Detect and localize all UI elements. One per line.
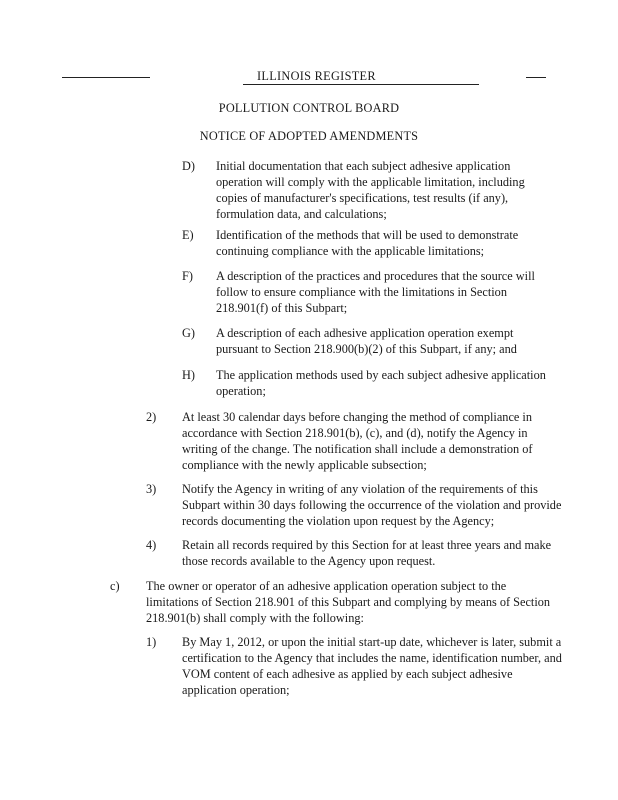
item-text: Retain all records required by this Section for at least three years and make those records available to the Agency upon request.	[182, 538, 552, 568]
item-text: At least 30 calendar days before changing the method of compliance in accordance with Section 218.901(b), (c), and (d), notify the Agency in writing of the change. The notification shall include a demonstration of compliance with the newly applicable subsection;	[182, 410, 533, 472]
item-label: D)	[182, 159, 195, 173]
list-item-d	[0, 158, 618, 228]
item-text: Initial documentation that each subject adhesive application operation will comply with the applicable limitation, including copies of manufacturer's specifications, test results (if any), formulation data, and calculations;	[216, 159, 525, 221]
header-left-rule	[62, 77, 150, 78]
item-label: 3)	[146, 482, 157, 496]
item-text: Notify the Agency in writing of any violation of the requirements of this Subpart within 30 days following the occurrence of the violation and provide records documenting the violation upon request by the Agency;	[182, 482, 562, 528]
item-label: G)	[182, 326, 195, 340]
item-label: 2)	[146, 410, 157, 424]
list-item-c	[0, 578, 618, 630]
item-text: Identification of the methods that will be used to demonstrate continuing compliance with the applicable limitations;	[216, 228, 519, 258]
item-label: 4)	[146, 538, 157, 552]
board-title: POLLUTION CONTROL BOARD	[218, 101, 400, 115]
item-text: The application methods used by each subject adhesive application operation;	[216, 368, 546, 398]
item-text: By May 1, 2012, or upon the initial start-up date, whichever is later, submit a certification to the Agency that includes the name, identification number, and VOM content of each adhesive as applied by each subject adhesive application operation;	[182, 635, 562, 697]
item-label: 1)	[146, 635, 157, 649]
list-item-3	[0, 481, 618, 533]
list-item-2	[0, 409, 618, 477]
list-item-g	[0, 325, 618, 361]
notice-title: NOTICE OF ADOPTED AMENDMENTS	[199, 129, 419, 143]
header-right-rule	[526, 77, 546, 78]
item-label: H)	[182, 368, 195, 382]
list-item-4	[0, 537, 618, 573]
list-item-f	[0, 268, 618, 320]
item-text: A description of each adhesive application operation exempt pursuant to Section 218.900(b)(2) of this Subpart, if any; and	[216, 326, 517, 356]
list-item-e	[0, 227, 618, 263]
list-item-1	[0, 634, 618, 702]
register-title: ILLINOIS REGISTER	[243, 68, 479, 85]
item-label: F)	[182, 269, 193, 283]
item-text: A description of the practices and procedures that the source will follow to ensure compliance with the limitations in Section 218.901(f) of this Subpart;	[216, 269, 535, 315]
item-text: The owner or operator of an adhesive application operation subject to the limitations of Section 218.901 of this Subpart and complying by means of Section 218.901(b) shall comply with the following:	[146, 579, 551, 625]
list-item-h	[0, 367, 618, 403]
item-label: E)	[182, 228, 194, 242]
item-label: c)	[110, 579, 120, 593]
